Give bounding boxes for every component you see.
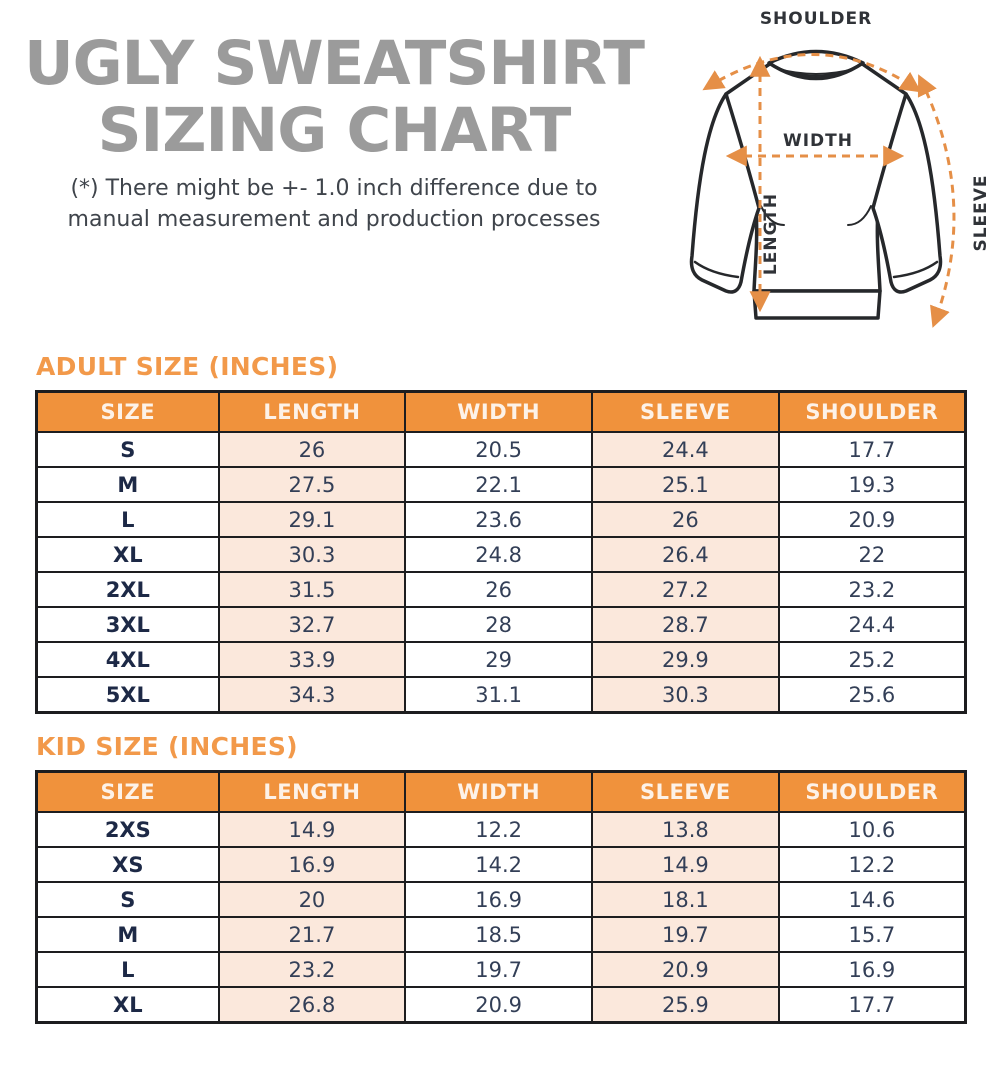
sleeve-cell: 29.9 — [592, 642, 779, 677]
size-cell: L — [37, 502, 219, 537]
adult-size-table — [35, 390, 967, 714]
column-header-sleeve: SLEEVE — [592, 392, 779, 433]
length-cell: 20 — [219, 882, 406, 917]
width-cell: 14.2 — [405, 847, 592, 882]
length-cell: 14.9 — [219, 812, 406, 847]
width-cell: 23.6 — [405, 502, 592, 537]
table-row — [37, 537, 966, 572]
sleeve-cell: 24.4 — [592, 432, 779, 467]
sweatshirt-diagram-svg — [668, 6, 998, 350]
size-cell: S — [37, 432, 219, 467]
column-header-width: WIDTH — [405, 392, 592, 433]
size-cell: 2XS — [37, 812, 219, 847]
sweatshirt-outline-icon — [691, 52, 940, 319]
column-header-sleeve: SLEEVE — [592, 772, 779, 813]
width-cell: 31.1 — [405, 677, 592, 713]
width-cell: 20.5 — [405, 432, 592, 467]
length-cell: 26 — [219, 432, 406, 467]
sweatshirt-measurement-diagram — [668, 0, 1000, 352]
sleeve-cell: 18.1 — [592, 882, 779, 917]
table-row — [37, 677, 966, 713]
length-cell: 26.8 — [219, 987, 406, 1023]
sleeve-cell: 19.7 — [592, 917, 779, 952]
table-row — [37, 432, 966, 467]
shoulder-cell: 25.6 — [779, 677, 966, 713]
length-cell: 33.9 — [219, 642, 406, 677]
sleeve-cell: 25.1 — [592, 467, 779, 502]
page-title — [0, 28, 668, 167]
column-header-length: LENGTH — [219, 772, 406, 813]
column-header-length: LENGTH — [219, 392, 406, 433]
sleeve-cell: 27.2 — [592, 572, 779, 607]
table-row — [37, 917, 966, 952]
size-cell: M — [37, 917, 219, 952]
length-cell: 31.5 — [219, 572, 406, 607]
width-cell: 24.8 — [405, 537, 592, 572]
table-row — [37, 952, 966, 987]
width-cell: 22.1 — [405, 467, 592, 502]
length-cell: 16.9 — [219, 847, 406, 882]
shoulder-cell: 24.4 — [779, 607, 966, 642]
width-cell: 16.9 — [405, 882, 592, 917]
size-cell: 5XL — [37, 677, 219, 713]
kid-size-title: KID SIZE (INCHES) — [36, 732, 298, 761]
table-row — [37, 812, 966, 847]
width-cell: 29 — [405, 642, 592, 677]
sleeve-cell: 20.9 — [592, 952, 779, 987]
column-header-width: WIDTH — [405, 772, 592, 813]
length-cell: 30.3 — [219, 537, 406, 572]
size-cell: M — [37, 467, 219, 502]
header-section — [0, 0, 1000, 352]
size-cell: XL — [37, 537, 219, 572]
adult-size-title: ADULT SIZE (INCHES) — [36, 352, 339, 381]
page-title-line1: UGLY SWEATSHIRT — [24, 28, 644, 99]
column-header-shoulder: SHOULDER — [779, 772, 966, 813]
width-cell: 12.2 — [405, 812, 592, 847]
width-label: WIDTH — [782, 131, 854, 151]
shoulder-cell: 16.9 — [779, 952, 966, 987]
table-row — [37, 502, 966, 537]
shoulder-cell: 22 — [779, 537, 966, 572]
length-cell: 21.7 — [219, 917, 406, 952]
column-header-size: SIZE — [37, 392, 219, 433]
length-cell: 29.1 — [219, 502, 406, 537]
size-cell: 4XL — [37, 642, 219, 677]
table-row — [37, 467, 966, 502]
table-row — [37, 847, 966, 882]
sleeve-cell: 14.9 — [592, 847, 779, 882]
kid-header-row — [37, 772, 966, 813]
size-cell: 2XL — [37, 572, 219, 607]
sleeve-label: SLEEVE — [971, 174, 991, 252]
kid-size-table — [35, 770, 967, 1024]
shoulder-cell: 12.2 — [779, 847, 966, 882]
size-cell: S — [37, 882, 219, 917]
sleeve-cell: 30.3 — [592, 677, 779, 713]
sleeve-cell: 25.9 — [592, 987, 779, 1023]
size-cell: XS — [37, 847, 219, 882]
width-cell: 20.9 — [405, 987, 592, 1023]
size-cell: 3XL — [37, 607, 219, 642]
shoulder-cell: 25.2 — [779, 642, 966, 677]
shoulder-cell: 17.7 — [779, 987, 966, 1023]
table-row — [37, 572, 966, 607]
title-block — [0, 0, 668, 352]
length-label: LENGTH — [761, 192, 781, 276]
length-cell: 34.3 — [219, 677, 406, 713]
sleeve-cell: 26 — [592, 502, 779, 537]
column-header-shoulder: SHOULDER — [779, 392, 966, 433]
length-cell: 23.2 — [219, 952, 406, 987]
size-cell: XL — [37, 987, 219, 1023]
length-cell: 27.5 — [219, 467, 406, 502]
column-header-size: SIZE — [37, 772, 219, 813]
width-cell: 19.7 — [405, 952, 592, 987]
size-cell: L — [37, 952, 219, 987]
shoulder-cell: 17.7 — [779, 432, 966, 467]
width-cell: 18.5 — [405, 917, 592, 952]
table-row — [37, 642, 966, 677]
sleeve-cell: 26.4 — [592, 537, 779, 572]
adult-header-row — [37, 392, 966, 433]
width-cell: 26 — [405, 572, 592, 607]
disclaimer-line2: manual measurement and production processes — [67, 206, 601, 232]
sleeve-cell: 28.7 — [592, 607, 779, 642]
disclaimer-line1: (*) There might be +- 1.0 inch difference due to — [70, 176, 598, 202]
shoulder-cell: 15.7 — [779, 917, 966, 952]
table-row — [37, 607, 966, 642]
table-row — [37, 882, 966, 917]
shoulder-cell: 10.6 — [779, 812, 966, 847]
shoulder-cell: 23.2 — [779, 572, 966, 607]
shoulder-cell: 19.3 — [779, 467, 966, 502]
shoulder-cell: 20.9 — [779, 502, 966, 537]
length-cell: 32.7 — [219, 607, 406, 642]
sleeve-cell: 13.8 — [592, 812, 779, 847]
page-title-line2: SIZING CHART — [97, 95, 571, 167]
shoulder-cell: 14.6 — [779, 882, 966, 917]
width-cell: 28 — [405, 607, 592, 642]
shoulder-label: SHOULDER — [759, 9, 873, 29]
disclaimer-text — [0, 174, 668, 236]
table-row — [37, 987, 966, 1023]
